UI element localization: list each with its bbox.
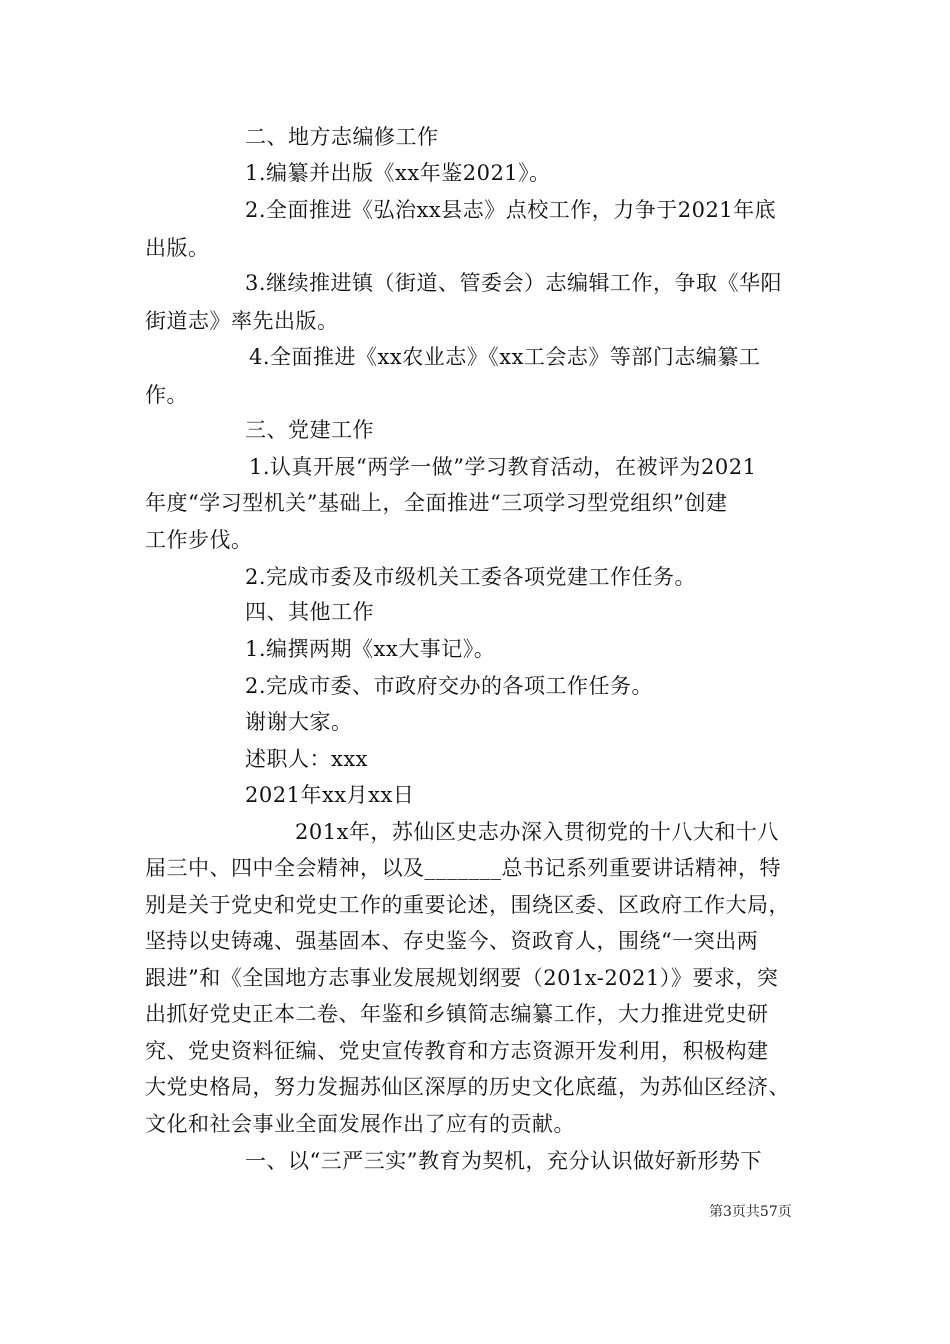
paragraph-line: 文化和社会事业全面发展作出了应有的贡献。 [145, 1112, 575, 1136]
paragraph-line: 别是关于党史和党史工作的重要论述，围绕区委、区政府工作大局， [145, 893, 790, 917]
paragraph-line: 3.继续推进镇（街道、管委会）志编辑工作，争取《华阳 [245, 271, 783, 295]
paragraph-line: 跟进”和《全国地方志事业发展规划纲要（201x-2021）》要求，突 [145, 966, 779, 990]
paragraph-line: 1.编撰两期《xx大事记》。 [245, 637, 496, 661]
section-heading-local-chronicles: 二、地方志编修工作 [245, 125, 439, 149]
section-heading-other-work: 四、其他工作 [245, 600, 374, 624]
paragraph-line: 201x年，苏仙区史志办深入贯彻党的十八大和十八 [295, 820, 779, 844]
paragraph-line: 街道志》率先出版。 [145, 309, 339, 333]
paragraph-line: 出抓好党史正本二卷、年鉴和乡镇简志编纂工作，大力推进党史研 [145, 1002, 769, 1026]
signature-reporter: 述职人：xxx [245, 747, 369, 771]
paragraph-line: 工作步伐。 [145, 528, 253, 552]
paragraph-line: 2.全面推进《弘治xx县志》点校工作，力争于2021年底 [245, 198, 777, 222]
paragraph-line: 坚持以史铸魂、强基固本、存史鉴今、资政育人，围绕“一突出两 [145, 929, 759, 953]
paragraph-line: 究、党史资料征编、党史宣传教育和方志资源开发利用，积极构建 [145, 1039, 769, 1063]
page-number-footer: 第3页共57页 [709, 1204, 792, 1220]
paragraph-line: 1.认真开展“两学一做”学习教育活动，在被评为2021 [249, 455, 757, 479]
paragraph-line: 1.编纂并出版《xx年鉴2021》。 [245, 161, 551, 185]
paragraph-line: 4.全面推进《xx农业志》《xx工会志》等部门志编纂工 [249, 345, 761, 369]
paragraph-line: 出版。 [145, 236, 210, 260]
paragraph-line: 2.完成市委、市政府交办的各项工作任务。 [245, 674, 654, 698]
paragraph-line: 作。 [145, 383, 188, 407]
section-heading-party-building: 三、党建工作 [245, 418, 374, 442]
section-heading-three-stricts: 一、以“三严三实”教育为契机，充分认识做好新形势下 [245, 1149, 762, 1173]
closing-thanks: 谢谢大家。 [245, 710, 353, 734]
paragraph-line: 届三中、四中全会精神，以及_______总书记系列重要讲话精神，特 [145, 856, 781, 880]
signature-date: 2021年xx月xx日 [245, 783, 415, 807]
paragraph-line: 年度“学习型机关”基础上，全面推进“三项学习型党组织”创建 [145, 491, 728, 515]
paragraph-line: 大党史格局，努力发掘苏仙区深厚的历史文化底蕴，为苏仙区经济、 [145, 1075, 790, 1099]
paragraph-line: 2.完成市委及市级机关工委各项党建工作任务。 [245, 565, 697, 589]
